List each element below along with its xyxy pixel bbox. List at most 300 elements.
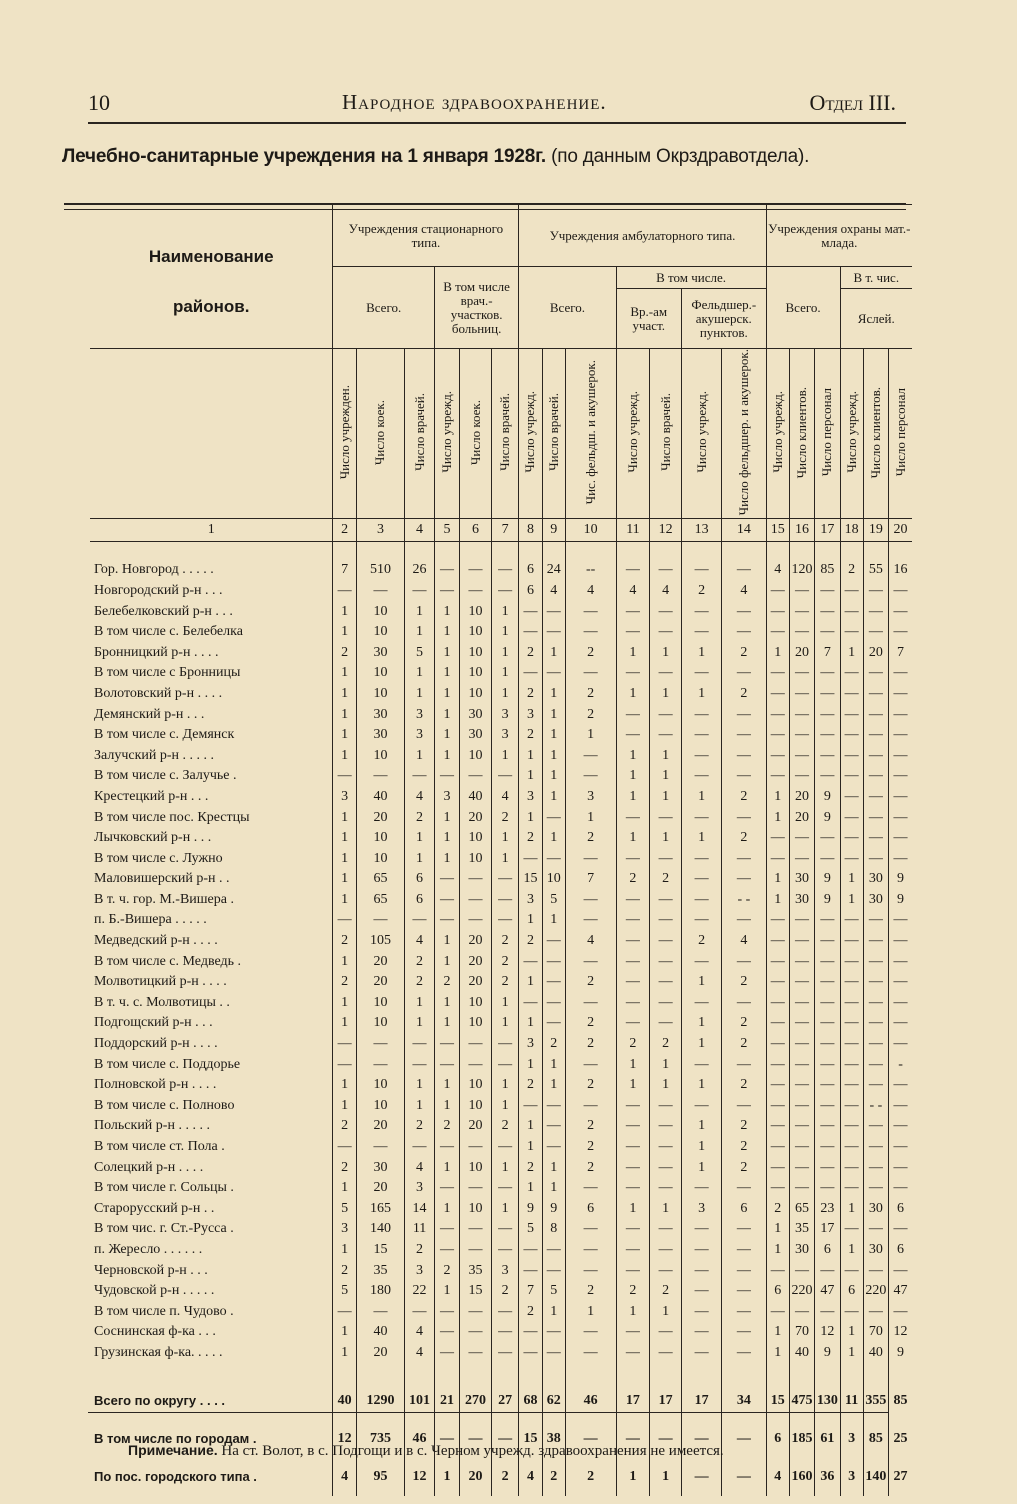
table-cell: — xyxy=(491,560,518,581)
table-cell: — xyxy=(491,1343,518,1364)
table-cell: 1 xyxy=(682,1034,722,1055)
table-cell: 10 xyxy=(356,746,405,767)
table-cell: 2 xyxy=(333,1116,356,1137)
table-cell: 1 xyxy=(405,663,435,684)
table-cell: 270 xyxy=(460,1382,492,1420)
table-cell: 1 xyxy=(333,725,356,746)
table-cell: 220 xyxy=(863,1281,888,1302)
column-label-text: Число фельдшер. и акушерок. xyxy=(735,349,751,516)
table-cell: — xyxy=(616,705,650,726)
table-cell: 3 xyxy=(519,787,542,808)
table-cell: — xyxy=(766,952,789,973)
table-cell: — xyxy=(682,808,722,829)
table-cell: 36 xyxy=(815,1458,840,1496)
row-name: Всего по округу . . . . xyxy=(94,1392,226,1408)
spacer-cell xyxy=(789,1364,814,1382)
spacer-cell xyxy=(616,1364,650,1382)
table-cell: — xyxy=(650,1420,682,1458)
table-cell: 27 xyxy=(491,1382,518,1420)
table-cell: — xyxy=(863,746,888,767)
table-cell: 1 xyxy=(650,1075,682,1096)
table-cell: — xyxy=(650,1158,682,1179)
page-number: 10 xyxy=(88,90,110,115)
table-cell: 20 xyxy=(356,972,405,993)
table-cell: 1 xyxy=(542,828,565,849)
table-row xyxy=(90,1116,912,1137)
table-cell: 2 xyxy=(333,1261,356,1282)
table-cell: — xyxy=(722,705,766,726)
table-cell: 4 xyxy=(722,931,766,952)
table-cell: 2 xyxy=(722,787,766,808)
table-cell: 2 xyxy=(333,1158,356,1179)
row-name: Молвотицкий р-н . . . . xyxy=(94,974,227,990)
table-cell: — xyxy=(722,952,766,973)
column-label-text: Число учрежд. xyxy=(522,391,538,473)
group-stationary: Учреждения стационарного типа. xyxy=(333,205,519,267)
table-cell: — xyxy=(460,1322,492,1343)
group-ambulatory: Учреждения амбулаторного типа. xyxy=(519,205,766,267)
table-cell: 1 xyxy=(616,643,650,664)
table-cell: — xyxy=(722,808,766,829)
table-row xyxy=(90,808,912,829)
spacer-cell xyxy=(356,1364,405,1382)
table-cell: 1 xyxy=(333,746,356,767)
table-cell: — xyxy=(519,1240,542,1261)
table-cell: 4 xyxy=(542,581,565,602)
table-cell: 1 xyxy=(434,931,459,952)
table-cell: — xyxy=(789,622,814,643)
table-cell: 17 xyxy=(682,1382,722,1420)
column-number-row xyxy=(90,519,912,542)
table-cell: 3 xyxy=(519,705,542,726)
table-cell: — xyxy=(650,1137,682,1158)
table-cell: — xyxy=(840,931,863,952)
table-cell: — xyxy=(766,1178,789,1199)
spacer-cell xyxy=(815,542,840,561)
table-cell: 1 xyxy=(650,1055,682,1076)
name-header-line1: Наименование xyxy=(148,246,274,266)
table-cell: 1 xyxy=(333,663,356,684)
table-cell: 1 xyxy=(491,643,518,664)
table-cell: 2 xyxy=(766,1199,789,1220)
table-cell: — xyxy=(333,910,356,931)
table-cell: 1 xyxy=(434,1075,459,1096)
table-cell: 15 xyxy=(519,869,542,890)
table-cell: 24 xyxy=(542,560,565,581)
column-number: 11 xyxy=(616,519,650,542)
table-cell: 15 xyxy=(519,1420,542,1458)
table-cell: 1290 xyxy=(356,1382,405,1420)
table-cell: 4 xyxy=(405,1158,435,1179)
table-cell: 1 xyxy=(333,952,356,973)
table-cell: 4 xyxy=(650,581,682,602)
column-label xyxy=(565,349,616,519)
table-cell: 2 xyxy=(650,1281,682,1302)
table-cell: 2 xyxy=(565,1075,616,1096)
spacer-cell xyxy=(460,542,492,561)
table-cell: — xyxy=(789,1013,814,1034)
table-cell: — xyxy=(616,931,650,952)
table-row xyxy=(90,1261,912,1282)
table-cell: — xyxy=(519,1096,542,1117)
table-cell: — xyxy=(766,972,789,993)
table-cell: 21 xyxy=(434,1382,459,1420)
table-cell: — xyxy=(682,725,722,746)
table-cell: — xyxy=(789,1137,814,1158)
table-cell: — xyxy=(356,1137,405,1158)
table-cell: — xyxy=(434,1322,459,1343)
table-cell: — xyxy=(789,849,814,870)
table-cell: — xyxy=(863,725,888,746)
table-cell: — xyxy=(460,890,492,911)
table-row xyxy=(90,1240,912,1261)
row-name: В том числе с. Белебелка xyxy=(94,624,243,640)
table-cell: — xyxy=(789,1075,814,1096)
table-cell: — xyxy=(542,1137,565,1158)
table-cell: 1 xyxy=(434,952,459,973)
table-cell: — xyxy=(840,602,863,623)
table-cell: 70 xyxy=(863,1322,888,1343)
table-cell: 10 xyxy=(356,622,405,643)
table-cell: 2 xyxy=(722,1116,766,1137)
table-cell: — xyxy=(722,622,766,643)
table-cell: — xyxy=(863,622,888,643)
table-cell: 1 xyxy=(405,1096,435,1117)
table-cell: — xyxy=(519,602,542,623)
table-cell: 1 xyxy=(766,890,789,911)
table-cell: — xyxy=(840,766,863,787)
table-cell: — xyxy=(889,952,912,973)
table-cell: 20 xyxy=(789,787,814,808)
table-cell: 6 xyxy=(766,1420,789,1458)
table-cell: 9 xyxy=(815,808,840,829)
table-cell: 5 xyxy=(542,1281,565,1302)
table-cell: — xyxy=(650,1240,682,1261)
table-cell: 2 xyxy=(405,1116,435,1137)
table-cell: 10 xyxy=(356,1075,405,1096)
table-cell: 1 xyxy=(542,910,565,931)
table-cell: 1 xyxy=(519,972,542,993)
table-cell: 2 xyxy=(491,1116,518,1137)
spacer-cell xyxy=(405,542,435,561)
table-cell: 7 xyxy=(519,1281,542,1302)
table-cell: 1 xyxy=(682,1075,722,1096)
table-cell: 1 xyxy=(650,746,682,767)
table-cell: 2 xyxy=(722,828,766,849)
table-cell: 35 xyxy=(460,1261,492,1282)
table-cell: 11 xyxy=(840,1382,863,1420)
table-cell: — xyxy=(565,910,616,931)
table-cell: 1 xyxy=(519,910,542,931)
table-cell: — xyxy=(840,1034,863,1055)
row-name: Новгородский р-н . . . xyxy=(94,582,223,598)
table-cell: — xyxy=(722,1458,766,1496)
table-cell: — xyxy=(491,766,518,787)
table-cell: — xyxy=(542,1013,565,1034)
table-cell: — xyxy=(682,746,722,767)
table-cell: — xyxy=(542,808,565,829)
table-cell: — xyxy=(722,1322,766,1343)
spacer-cell xyxy=(650,1364,682,1382)
table-cell: 65 xyxy=(356,890,405,911)
table-cell: — xyxy=(491,869,518,890)
table-cell: -- xyxy=(565,560,616,581)
table-cell: — xyxy=(840,828,863,849)
table-cell: 10 xyxy=(460,643,492,664)
table-cell: — xyxy=(766,622,789,643)
table-cell: 1 xyxy=(333,1343,356,1364)
table-cell: — xyxy=(333,766,356,787)
table-cell: 47 xyxy=(815,1281,840,1302)
table-cell: — xyxy=(650,705,682,726)
table-cell: 6 xyxy=(815,1240,840,1261)
sub-doctor-units: Вр.-ам участ. xyxy=(616,289,681,349)
row-name: Черновской р-н . . . xyxy=(94,1262,208,1278)
table-cell: 1 xyxy=(616,787,650,808)
column-label xyxy=(542,349,565,519)
column-label-text: Число коек. xyxy=(372,399,388,465)
row-name: В том числе с Бронницы xyxy=(94,665,241,681)
table-cell: 10 xyxy=(460,622,492,643)
table-cell: 3 xyxy=(405,1178,435,1199)
table-cell: — xyxy=(333,1034,356,1055)
spacer-cell xyxy=(333,542,356,561)
table-cell: 1 xyxy=(650,1199,682,1220)
table-cell: 2 xyxy=(434,1261,459,1282)
table-cell: — xyxy=(766,1302,789,1323)
table-cell: — xyxy=(565,849,616,870)
column-number: 20 xyxy=(889,519,912,542)
table-cell: 20 xyxy=(356,952,405,973)
table-row xyxy=(90,1096,912,1117)
table-cell: — xyxy=(863,787,888,808)
table-cell: 1 xyxy=(766,1322,789,1343)
table-cell: — xyxy=(789,1178,814,1199)
table-cell: 101 xyxy=(405,1382,435,1420)
table-cell: 4 xyxy=(616,581,650,602)
table-cell: 2 xyxy=(722,972,766,993)
table-cell: 2 xyxy=(491,1458,518,1496)
column-label-text: Число учрежд. xyxy=(769,391,785,473)
table-cell: — xyxy=(519,1343,542,1364)
table-cell: 95 xyxy=(356,1458,405,1496)
spacer-cell xyxy=(766,1364,789,1382)
table-cell: 1 xyxy=(333,890,356,911)
row-name: Солецкий р-н . . . . xyxy=(94,1159,204,1175)
table-cell: — xyxy=(815,705,840,726)
table-row xyxy=(90,993,912,1014)
table-cell: 10 xyxy=(356,828,405,849)
table-cell: — xyxy=(542,1322,565,1343)
table-cell: — xyxy=(565,1055,616,1076)
row-name: Залучский р-н . . . . . xyxy=(94,747,215,763)
table-cell: — xyxy=(356,581,405,602)
column-label-text: Число учрежд. xyxy=(843,391,859,473)
table-cell: 20 xyxy=(789,808,814,829)
table-cell: — xyxy=(889,910,912,931)
spacer-cell xyxy=(722,542,766,561)
row-name: Грузинская ф-ка. . . . . xyxy=(94,1344,223,1360)
table-cell: 1 xyxy=(542,705,565,726)
table-cell: 1 xyxy=(491,1096,518,1117)
table-row xyxy=(90,622,912,643)
footnote-label: Примечание. xyxy=(128,1442,218,1458)
table-cell: — xyxy=(565,602,616,623)
table-row xyxy=(90,1034,912,1055)
table-cell: — xyxy=(616,622,650,643)
table-cell: — xyxy=(789,828,814,849)
table-row xyxy=(90,1178,912,1199)
table-cell: 2 xyxy=(565,705,616,726)
table-cell: 40 xyxy=(863,1343,888,1364)
table-cell: 68 xyxy=(519,1382,542,1420)
table-cell: — xyxy=(650,663,682,684)
table-cell: 130 xyxy=(815,1382,840,1420)
table-cell: 17 xyxy=(650,1382,682,1420)
table-cell: — xyxy=(650,1343,682,1364)
table-cell: 6 xyxy=(405,890,435,911)
table-cell: 17 xyxy=(616,1382,650,1420)
table-cell: — xyxy=(356,1302,405,1323)
table-cell: — xyxy=(682,1281,722,1302)
table-cell: 10 xyxy=(460,1158,492,1179)
table-cell: — xyxy=(889,602,912,623)
table-cell: 1 xyxy=(519,808,542,829)
row-name: Поддорский р-н . . . . xyxy=(94,1036,218,1052)
table-cell: — xyxy=(863,1075,888,1096)
table-cell: 3 xyxy=(565,787,616,808)
table-cell: — xyxy=(682,869,722,890)
table-cell: — xyxy=(460,1240,492,1261)
table-cell: 1 xyxy=(434,643,459,664)
table-cell: — xyxy=(542,993,565,1014)
table-cell: — xyxy=(889,1013,912,1034)
spacer-cell xyxy=(405,1364,435,1382)
table-cell: 4 xyxy=(405,1322,435,1343)
table-cell: — xyxy=(863,952,888,973)
table-cell: — xyxy=(565,1219,616,1240)
table-cell: 20 xyxy=(356,1178,405,1199)
column-number: 2 xyxy=(333,519,356,542)
table-cell: 1 xyxy=(405,849,435,870)
column-number: 19 xyxy=(863,519,888,542)
table-cell: 1 xyxy=(682,1013,722,1034)
table-cell: — xyxy=(650,602,682,623)
table-cell: 6 xyxy=(840,1281,863,1302)
table-cell: — xyxy=(650,1178,682,1199)
table-cell: — xyxy=(889,1034,912,1055)
table-cell: — xyxy=(491,1322,518,1343)
table-row xyxy=(90,684,912,705)
table-cell: — xyxy=(565,622,616,643)
table-cell: 35 xyxy=(356,1261,405,1282)
table-cell: — xyxy=(565,766,616,787)
table-cell: — xyxy=(650,808,682,829)
table-cell: 1 xyxy=(434,993,459,1014)
table-cell: 735 xyxy=(356,1420,405,1458)
table-cell: 9 xyxy=(889,890,912,911)
column-label xyxy=(434,349,459,519)
table-cell: — xyxy=(889,931,912,952)
table-cell: 3 xyxy=(491,705,518,726)
table-cell: — xyxy=(616,560,650,581)
table-cell: 1 xyxy=(766,643,789,664)
table-cell: 2 xyxy=(542,1458,565,1496)
table-cell: — xyxy=(682,952,722,973)
table-row xyxy=(90,952,912,973)
table-row xyxy=(90,602,912,623)
table-cell: 160 xyxy=(789,1458,814,1496)
table-cell: 4 xyxy=(405,787,435,808)
table-cell: — xyxy=(889,993,912,1014)
table-cell: 2 xyxy=(565,1458,616,1496)
table-row xyxy=(90,910,912,931)
name-header-line2: районов. xyxy=(172,296,250,316)
table-cell: — xyxy=(889,725,912,746)
table-cell: 85 xyxy=(889,1382,912,1420)
table-cell: — xyxy=(434,869,459,890)
table-cell: — xyxy=(863,1137,888,1158)
table-cell: 120 xyxy=(789,560,814,581)
row-name: Гор. Новгород . . . . . xyxy=(94,562,214,578)
table-cell: 62 xyxy=(542,1382,565,1420)
table-cell: 30 xyxy=(863,869,888,890)
table-cell: 4 xyxy=(565,931,616,952)
table-cell: 2 xyxy=(722,1075,766,1096)
table-cell: 1 xyxy=(333,828,356,849)
table-cell: 1 xyxy=(682,828,722,849)
table-row xyxy=(90,1199,912,1220)
table-cell: — xyxy=(789,746,814,767)
table-cell: - - xyxy=(722,890,766,911)
table-row xyxy=(90,746,912,767)
table-cell: 165 xyxy=(356,1199,405,1220)
column-label-text: Число учрежд. xyxy=(693,391,709,473)
sub-total-maternal: Всего. xyxy=(766,267,840,349)
table-cell: — xyxy=(491,1240,518,1261)
table-cell: — xyxy=(889,705,912,726)
table-cell: — xyxy=(682,1096,722,1117)
table-cell: 2 xyxy=(519,725,542,746)
table-cell: 1 xyxy=(491,849,518,870)
table-cell: 1 xyxy=(333,993,356,1014)
table-row xyxy=(90,705,912,726)
table-cell: 1 xyxy=(840,1322,863,1343)
table-cell: 1 xyxy=(650,828,682,849)
table-cell: 1 xyxy=(333,705,356,726)
table-cell: 475 xyxy=(789,1382,814,1420)
spacer-cell xyxy=(356,542,405,561)
table-cell: 1 xyxy=(333,602,356,623)
table-cell: — xyxy=(434,1055,459,1076)
column-number: 7 xyxy=(491,519,518,542)
table-cell: — xyxy=(789,1261,814,1282)
table-cell: — xyxy=(542,622,565,643)
table-cell: — xyxy=(863,808,888,829)
table-cell: — xyxy=(682,560,722,581)
column-label-text: Число клиентов. xyxy=(867,386,883,478)
table-cell: — xyxy=(766,1137,789,1158)
table-cell: 1 xyxy=(766,1343,789,1364)
table-cell: 4 xyxy=(766,1458,789,1496)
column-label xyxy=(863,349,888,519)
table-cell: 1 xyxy=(682,1116,722,1137)
table-cell: — xyxy=(863,1158,888,1179)
row-name: В т. ч. гор. М.-Вишера . xyxy=(94,891,234,907)
table-cell: 20 xyxy=(460,808,492,829)
column-number: 16 xyxy=(789,519,814,542)
table-cell: 2 xyxy=(333,972,356,993)
